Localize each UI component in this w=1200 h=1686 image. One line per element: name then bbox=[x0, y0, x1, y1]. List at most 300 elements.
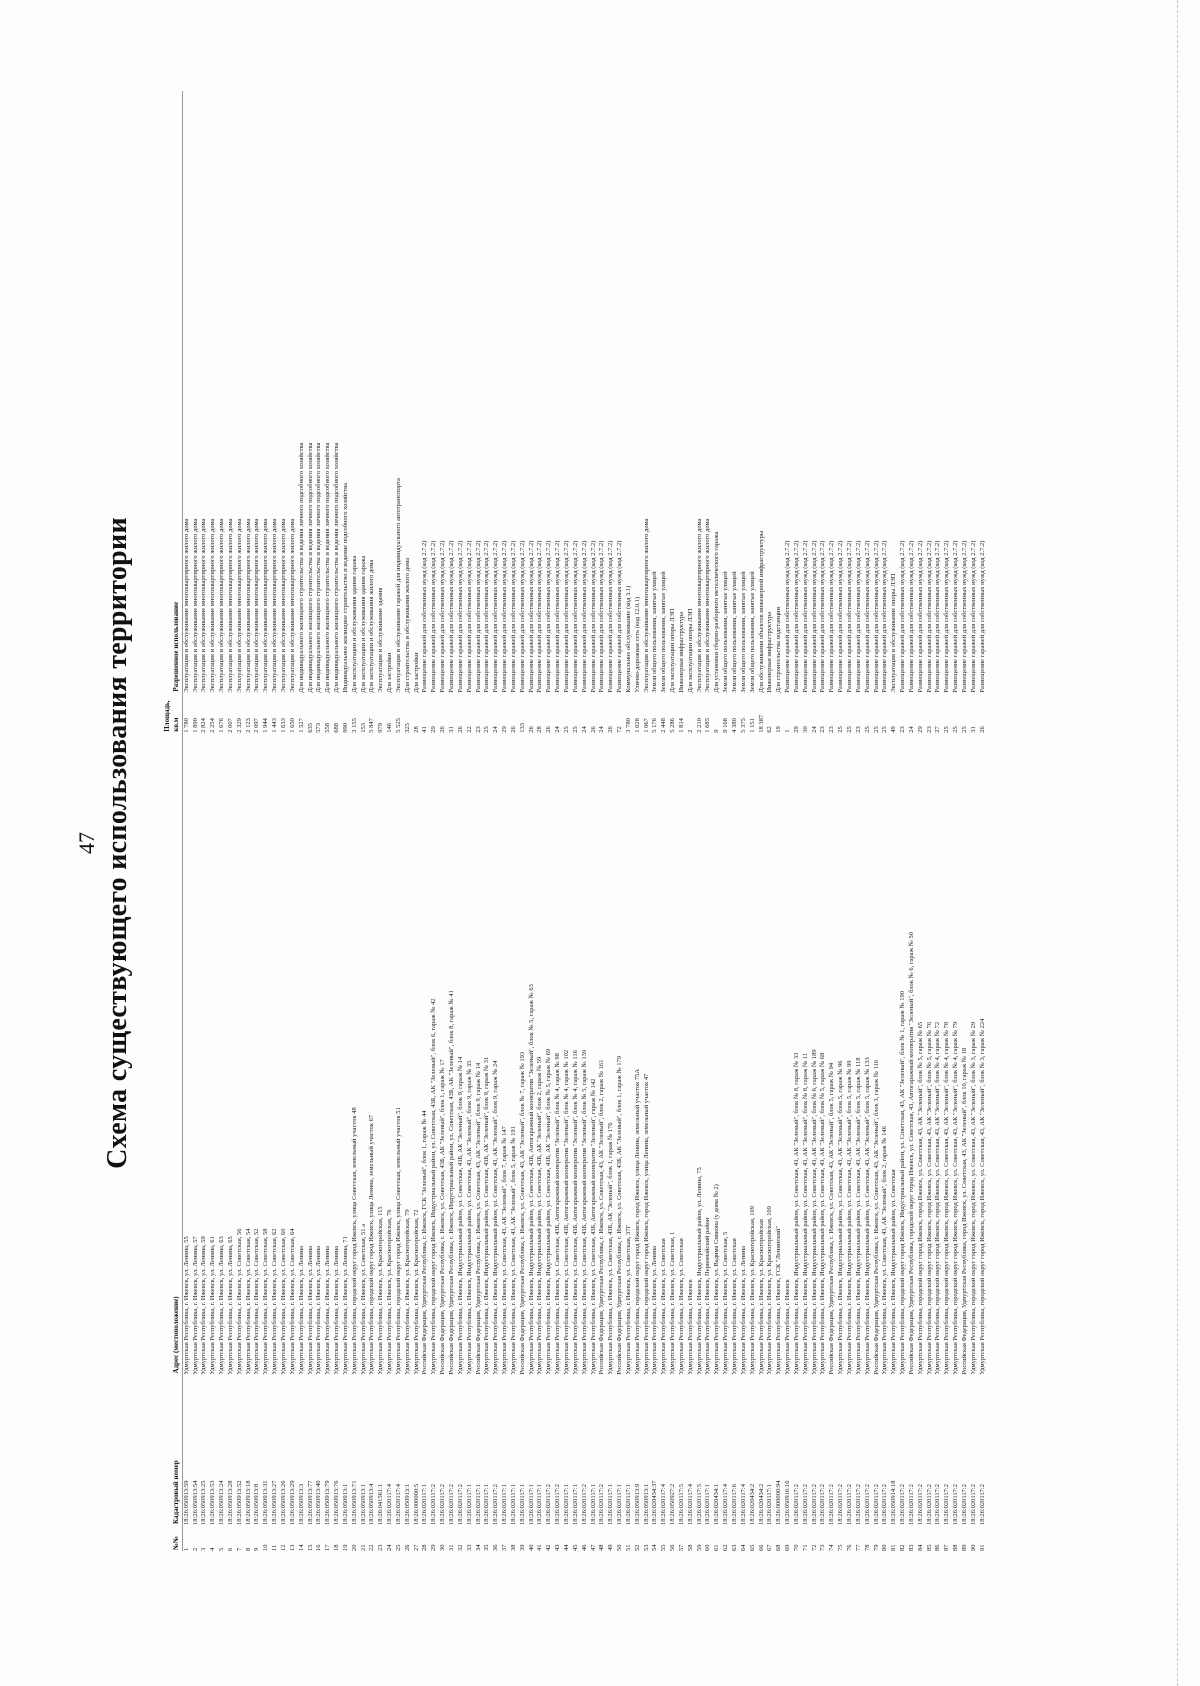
address: Удмуртская Республика, г. Ижевск, ул. Советская, 62 bbox=[271, 1228, 279, 1375]
area: 26 bbox=[545, 726, 553, 733]
permitted-use: Размещение гаражей для собственных нужд (код 2.7.2) bbox=[607, 540, 615, 693]
row-num: 82 bbox=[899, 1544, 907, 1551]
area: 24 bbox=[554, 726, 562, 733]
table-row bbox=[899, 91, 908, 1551]
address: Удмуртская Республика, г. Ижевск, ул. Советская, 43, АК "Зеленый", блок 7, гараж № 147 bbox=[501, 1126, 509, 1375]
row-num: 49 bbox=[607, 1544, 615, 1551]
area: 558 bbox=[324, 723, 332, 733]
row-num: 85 bbox=[925, 1544, 933, 1551]
row-num: 63 bbox=[731, 1544, 738, 1551]
permitted-use: Эксплуатация и обслуживание многоквартирного жилого дома bbox=[226, 518, 234, 693]
address: Удмуртская Республика, г. Ижевск, ул. Ленина, 63 bbox=[218, 1236, 226, 1375]
cadastral-number: 18:26:020117:2 bbox=[819, 1484, 827, 1525]
table-row bbox=[722, 91, 731, 1551]
table-row bbox=[660, 91, 669, 1551]
area: 1 443 bbox=[271, 718, 279, 733]
row-num: 37 bbox=[501, 1544, 509, 1551]
area: 29 bbox=[916, 726, 924, 733]
address: Удмуртская Республика, г. Ижевск, ул. Советская, 1 bbox=[669, 1231, 677, 1375]
permitted-use: Размещение гаражей для собственных нужд (код 2.7.2) bbox=[589, 540, 597, 693]
area: 25 bbox=[960, 726, 968, 733]
address: Удмуртская Республика, г. Ижевск, Индустриальный район, ул. Советская, 43, АК "Зеленый", блок 5, гараж № 99 bbox=[845, 1060, 853, 1375]
address: Удмуртская Республика, г. Ижевск, ул. Ленина bbox=[315, 1245, 323, 1375]
cadastral-number: 18:26:020117:2 bbox=[934, 1484, 942, 1525]
cadastral-number: 18:26:020117:5 bbox=[677, 1484, 685, 1525]
address: Удмуртская Республика, г. Ижевск, Индустриальный район, ул. Советская bbox=[890, 1169, 898, 1375]
address: Удмуртская Республика, г. Ижевск, ул. Советская, 58 bbox=[262, 1228, 270, 1375]
cadastral-number: 18:26:020117:2 bbox=[960, 1484, 968, 1525]
area: 5 176 bbox=[651, 718, 659, 733]
cadastral-number: 18:26:050913:8 bbox=[253, 1483, 261, 1525]
permitted-use: Размещение гаражей для собственных нужд (код 2.7.2) bbox=[899, 540, 907, 693]
row-num: 52 bbox=[633, 1544, 641, 1551]
row-num: 72 bbox=[810, 1544, 818, 1551]
permitted-use: Для застройки bbox=[386, 652, 394, 693]
address: Удмуртская Республика, г. Ижевск, Индустриальный район, ул. Ленина, 75 bbox=[695, 1167, 703, 1375]
permitted-use: Размещение гаражей для собственных нужд (код 2.7.2) bbox=[545, 540, 553, 693]
area: 2 007 bbox=[226, 718, 234, 733]
row-num: 60 bbox=[704, 1544, 712, 1551]
address: Удмуртская Республика, г. Ижевск, Индустриальный район, ул. Советская, 43Б, Автогаражный кооператив "Зеленый", блок № 5, гараж № 63 bbox=[527, 984, 535, 1375]
address: Удмуртская Республика, городской округ город Ижевск, улица Советская, земельный участок 51 bbox=[394, 1107, 402, 1375]
table-row bbox=[678, 91, 687, 1551]
page-title: Схема существующего использования территории bbox=[102, 517, 133, 1169]
permitted-use: Земли общего пользования, занятые улицей bbox=[660, 571, 668, 693]
area: 2 329 bbox=[235, 718, 243, 733]
address: Удмуртская Республика, городской округ город Ижевск, город Ижевск, ул. Советская, 43, АК "Зеленый", блок № 5, гараж № 76 bbox=[925, 1021, 933, 1375]
table-row bbox=[581, 91, 590, 1551]
area: 1 650 bbox=[288, 718, 296, 733]
permitted-use: Размещение гаражей для собственных нужд (код 2.7.2) bbox=[925, 540, 933, 693]
address: Удмуртская Республика, г. Ижевск, ул. Ленина bbox=[651, 1245, 659, 1375]
table-row bbox=[704, 91, 713, 1551]
row-num: 1 bbox=[182, 1547, 190, 1551]
address: Удмуртская Республика, городской округ город Ижевск, город Ижевск, улица Ленина, земельный участок 47 bbox=[642, 1073, 650, 1375]
table-row bbox=[200, 91, 209, 1551]
area: 4 380 bbox=[731, 718, 738, 733]
cadastral-number: 18:26:020117:5 bbox=[695, 1484, 703, 1525]
address: Удмуртская Республика, городской округ город Ижевск, город Ижевск, ул. Советская, 43, АК "Зеленый", блок № 4, гараж № 79 bbox=[952, 1021, 960, 1375]
permitted-use: Эксплуатация и обслуживание гаражей для индивидуального автотранспорта bbox=[394, 478, 402, 693]
permitted-use: Размещение гаражей для собственных нужд (код 2.7.2) bbox=[801, 540, 809, 693]
row-num: 30 bbox=[439, 1544, 447, 1551]
permitted-use: Эксплуатация и обслуживание многоквартирного жилого дома bbox=[182, 518, 190, 693]
address: Удмуртская Республика, г. Ижевск, ул. Красногеройская bbox=[757, 1219, 765, 1375]
area: 1 814 bbox=[677, 718, 685, 733]
row-num: 35 bbox=[483, 1544, 491, 1551]
row-num: 9 bbox=[253, 1547, 261, 1551]
table-row bbox=[192, 91, 201, 1551]
row-num: 33 bbox=[465, 1544, 473, 1551]
permitted-use: Индивидуальное жилищное строительство и ведение подсобного хозяйства bbox=[341, 482, 349, 693]
area: 23 bbox=[899, 726, 907, 733]
address: Удмуртская Республика, г. Ижевск, ул. Красногеройская, 109 bbox=[766, 1206, 774, 1375]
permitted-use: Размещение гаражей для собственных нужд (код 2.7.2) bbox=[616, 540, 624, 693]
cadastral-number: 18:26:020117:2 bbox=[439, 1484, 447, 1525]
area: 5 847 bbox=[368, 718, 376, 733]
permitted-use: Эксплуатация и обслуживание опоры ЛЭП bbox=[890, 573, 898, 693]
area: 26 bbox=[527, 726, 535, 733]
cadastral-number: 18:26:050913:4 bbox=[368, 1483, 376, 1525]
permitted-use: Эксплуатация и обслуживание многоквартирного жилого дома bbox=[642, 518, 650, 693]
row-num: 75 bbox=[837, 1544, 845, 1551]
permitted-use: Размещение гаражей для собственных нужд (код 2.7.2) bbox=[536, 540, 544, 693]
cadastral-number: 18:26:020117:2 bbox=[899, 1484, 907, 1525]
land-use-table bbox=[162, 91, 987, 1551]
cadastral-number: 18:26:020434:2 bbox=[748, 1483, 756, 1525]
table-row bbox=[926, 91, 935, 1551]
cadastral-number: 18:26:020117:1 bbox=[589, 1484, 597, 1525]
area: 24 bbox=[598, 726, 606, 733]
area: 1 067 bbox=[642, 718, 650, 733]
table-row bbox=[598, 91, 607, 1551]
header-cadastral: Кадастровый номер bbox=[162, 1375, 182, 1525]
permitted-use: Эксплуатация и обслуживание многоквартирного жилого дома bbox=[704, 518, 712, 693]
cadastral-number: 18:26:020117:2 bbox=[978, 1484, 986, 1525]
area: 2 254 bbox=[209, 718, 217, 733]
permitted-use: Размещение гаражей для собственных нужд (код 2.7.2) bbox=[792, 540, 800, 693]
table-row bbox=[934, 91, 943, 1551]
table-row bbox=[713, 91, 722, 1551]
cadastral-number: 18:26:050913:77 bbox=[306, 1480, 314, 1525]
permitted-use: Для установки сборно-разборного металлического гаража bbox=[713, 531, 721, 693]
address: Удмуртская Республика, г. Ижевск, ул. Ленина, 57 bbox=[191, 1236, 199, 1375]
table-row bbox=[837, 91, 846, 1551]
address: Удмуртская Республика, г. Ижевск, ул. Советская bbox=[731, 1238, 738, 1375]
permitted-use: Размещение гаражей для собственных нужд (код 2.7.2) bbox=[854, 540, 862, 693]
address: Удмуртская Республика, г. Ижевск bbox=[686, 1279, 694, 1375]
address: Удмуртская Республика, г. Ижевск, ул. Советская, 51 а bbox=[359, 1224, 367, 1375]
cadastral-number: 18:26:020117:1 bbox=[607, 1484, 615, 1525]
cadastral-number: 18:26:050913:1 bbox=[359, 1483, 367, 1525]
table-row bbox=[554, 91, 563, 1551]
address: Удмуртская Республика, г. Ижевск, Индустриальный район, ул. Советская, 43, АК "Зеленый", блок № 8, гараж № 33 bbox=[792, 1052, 800, 1375]
permitted-use: Для индивидуального жилищного строительства и ведения личного подсобного хозяйства bbox=[324, 442, 332, 693]
table-row bbox=[881, 91, 890, 1551]
area: 26 bbox=[607, 726, 615, 733]
cadastral-number: 18:26:020117:1 bbox=[518, 1484, 526, 1525]
cadastral-number: 18:26:020117:1 bbox=[483, 1484, 491, 1525]
cadastral-number: 18:26:020117:2 bbox=[872, 1484, 880, 1525]
row-num: 59 bbox=[695, 1544, 703, 1551]
cadastral-number: 18:26:020117:2 bbox=[801, 1484, 809, 1525]
permitted-use: Размещение гаражей для собственных нужд (код 2.7.2) bbox=[456, 540, 464, 693]
cadastral-number: 18:26:050913:26 bbox=[279, 1480, 287, 1525]
address: Удмуртская Республика, городской округ город Ижевск, Индустриальный район, ул. Советская, 43Б, АК "Зеленый", блок 6, гараж № 42 bbox=[430, 998, 438, 1375]
table-row bbox=[227, 91, 236, 1551]
table-row bbox=[784, 91, 793, 1551]
row-num: 8 bbox=[244, 1547, 252, 1551]
address: Удмуртская Республика, г. Ижевск, ул. Советская, 54 bbox=[244, 1228, 252, 1375]
area: 25 bbox=[881, 726, 889, 733]
table-row bbox=[510, 91, 519, 1551]
row-num: 62 bbox=[722, 1544, 730, 1551]
table-row bbox=[545, 91, 554, 1551]
area: 62 bbox=[766, 726, 774, 733]
address: Удмуртская Республика, г. Ижевск, ул. Ленина, 55 bbox=[182, 1236, 190, 1375]
area: 26 bbox=[439, 726, 447, 733]
table-row bbox=[271, 91, 280, 1551]
row-num: 24 bbox=[386, 1544, 394, 1551]
row-num: 28 bbox=[421, 1544, 429, 1551]
table-row bbox=[430, 91, 439, 1551]
permitted-use: Земли общего пользования, занятые улицей bbox=[651, 571, 659, 693]
table-row bbox=[802, 91, 811, 1551]
permitted-use: Размещение гаражей для собственных нужд (код 2.7.2) bbox=[943, 540, 951, 693]
area: 26 bbox=[978, 726, 986, 733]
area: 1 527 bbox=[297, 718, 305, 733]
area: 25 bbox=[483, 726, 491, 733]
row-num: 2 bbox=[191, 1547, 199, 1551]
row-num: 25 bbox=[394, 1544, 402, 1551]
cadastral-number: 18:26:050914:18 bbox=[890, 1480, 898, 1525]
cadastral-number: 18:26:020117:2 bbox=[881, 1484, 889, 1525]
address: Российская Федерация, Удмуртская Республика, г. Ижевск, ул. Советская, 43Б, АК "Зеленый", блок 1, гараж № 17 bbox=[439, 1059, 447, 1375]
row-num: 15 bbox=[306, 1544, 314, 1551]
table-row bbox=[439, 91, 448, 1551]
row-num: 10 bbox=[262, 1544, 270, 1551]
area: 25 bbox=[845, 726, 853, 733]
cadastral-number: 18:26:020117:6 bbox=[731, 1484, 738, 1525]
cadastral-number: 18:26:020117:2 bbox=[863, 1484, 871, 1525]
address: Удмуртская Республика, г. Ижевск, ул. Советская, 60 bbox=[279, 1228, 287, 1375]
row-num: 71 bbox=[801, 1544, 809, 1551]
table-row bbox=[625, 91, 634, 1551]
table-row bbox=[793, 91, 802, 1551]
address: Удмуртская Республика, г. Ижевск, ул. Ленина, 61 bbox=[209, 1236, 217, 1375]
address: Удмуртская Республика, г. Ижевск, Индустриальный район, ул. Советская, 43, АК "Зеленый", блок № 5, гараж № 68 bbox=[819, 1052, 827, 1375]
table-row bbox=[475, 91, 484, 1551]
area: 26 bbox=[456, 726, 464, 733]
cadastral-number: 18:26:020117:2 bbox=[492, 1484, 500, 1525]
area: 41 bbox=[421, 726, 429, 733]
cadastral-number: 18:26:050913:31 bbox=[262, 1480, 270, 1525]
area: 2 bbox=[686, 729, 694, 733]
address: Удмуртская Республика, г. Ижевск, Индустриальный район, ул. Советская, 43, АК "Зеленый", блок 9, гараж № 35 bbox=[465, 1060, 473, 1375]
area: 26 bbox=[589, 726, 597, 733]
permitted-use: Для застройки bbox=[412, 652, 420, 693]
permitted-use: Размещение гаражей для собственных нужд (код 2.7.2) bbox=[810, 540, 818, 693]
table-row bbox=[740, 91, 749, 1551]
permitted-use: Размещение гаражей для собственных нужд (код 2.7.2) bbox=[881, 540, 889, 693]
address: Удмуртская Республика, г. Ижевск, ул. Советская, 52 bbox=[253, 1228, 261, 1375]
table-row bbox=[528, 91, 537, 1551]
row-num: 65 bbox=[748, 1544, 756, 1551]
rotated-sheet bbox=[70, 73, 1130, 1613]
table-row bbox=[890, 91, 899, 1551]
area: 24 bbox=[907, 726, 915, 733]
permitted-use: Размещение гаражей для собственных нужд (код 2.7.2) bbox=[969, 540, 977, 693]
address: Удмуртская Республика, г. Ижевск, Индустриальный район, ул. Советская, 43, АК "Зеленый", блок 9, гараж № 24 bbox=[492, 1060, 500, 1375]
table-row bbox=[280, 91, 289, 1551]
cadastral-number: 18:26:050913:59 bbox=[182, 1480, 190, 1525]
cadastral-number: 18:26:050913:76 bbox=[333, 1480, 341, 1525]
area: 133 bbox=[518, 723, 526, 733]
area: 19 bbox=[775, 726, 783, 733]
row-num: 50 bbox=[616, 1544, 624, 1551]
row-num: 89 bbox=[960, 1544, 968, 1551]
permitted-use: Земли общего пользования, занятые улицей bbox=[722, 571, 730, 693]
permitted-use: Размещение гаражей для собственных нужд (код 2.7.2) bbox=[474, 540, 482, 693]
address: Удмуртская Республика, г. Ижевск, ул. Ленина bbox=[739, 1245, 747, 1375]
address: Российская Федерация, Удмуртская Республика, г. Ижевск, Индустриальный район, ул. Советская, 43Б, АК "Зеленый", блок 8, гараж № 41 bbox=[448, 990, 455, 1375]
permitted-use: Эксплуатация и обслуживание многоквартирного жилого дома bbox=[288, 518, 296, 693]
address: Удмуртская Республика, городской округ город Ижевск, город Ижевск, ул. Советская, 43, АК "Зеленый", блок № 3, гараж № 29 bbox=[969, 1021, 977, 1375]
area: 1 944 bbox=[262, 718, 270, 733]
permitted-use: Размещение гаражей для собственных нужд (код 2.7.2) bbox=[465, 540, 473, 693]
area: 5 375 bbox=[739, 718, 747, 733]
area: 1 676 bbox=[218, 718, 226, 733]
table-row bbox=[811, 91, 820, 1551]
cadastral-number: 18:26:020117:1 bbox=[501, 1484, 509, 1525]
address: Удмуртская Республика, г. Ижевск, ул. Ленина bbox=[333, 1245, 341, 1375]
cadastral-number: 18:26:020117:1 bbox=[562, 1484, 570, 1525]
table-row bbox=[324, 91, 333, 1551]
row-num: 76 bbox=[845, 1544, 853, 1551]
address: Удмуртская Республика, г. Ижевск, ул. Советская, 43, АК "Зеленый", блок 5, гараж № 191 bbox=[509, 1126, 517, 1375]
row-num: 26 bbox=[403, 1544, 411, 1551]
address: Удмуртская Республика, г. Ижевск, ул. Советская, 37Г bbox=[624, 1224, 632, 1375]
cadastral-number: 18:26:020117:2 bbox=[554, 1484, 562, 1525]
table-row bbox=[333, 91, 342, 1551]
permitted-use: Размещение гаражей для собственных нужд (код 2.7.2) bbox=[916, 540, 924, 693]
row-num: 11 bbox=[271, 1544, 279, 1551]
permitted-use: Для индивидуального жилищного строительства и ведения личного подсобного хозяйства bbox=[306, 442, 314, 693]
area: 23 bbox=[854, 726, 862, 733]
address: Удмуртская Республика, г. Ижевск, ул. Советская, 56 bbox=[235, 1228, 243, 1375]
address: Удмуртская Республика, г. Ижевск, Индустриальный район, ул. Советская, 43, АК "Зеленый", блок 5, гараж № 96 bbox=[837, 1060, 845, 1375]
table-row bbox=[307, 91, 316, 1551]
table-row bbox=[536, 91, 545, 1551]
row-num: 74 bbox=[828, 1544, 836, 1551]
address: Удмуртская Республика, г. Ижевск, ул. Советская, 43Б, Автогаражный кооператив "Зеленый", блок № 4, гараж № 116 bbox=[571, 1050, 579, 1375]
area: 2 123 bbox=[244, 718, 252, 733]
permitted-use: Размещение гаражей для собственных нужд (код 2.7.2) bbox=[907, 540, 915, 693]
area: 990 bbox=[341, 723, 349, 733]
table-row bbox=[457, 91, 466, 1551]
table-row bbox=[501, 91, 510, 1551]
permitted-use: Эксплуатация и обслуживание многоквартирного жилого дома bbox=[235, 518, 243, 693]
row-num: 16 bbox=[315, 1544, 323, 1551]
cadastral-number: 18:26:050913:71 bbox=[350, 1480, 358, 1525]
address: Удмуртская Республика, г. Ижевск, ул. Советская, 43Б, Автогаражный кооператив "Зеленый", блок № 4, гараж № 102 bbox=[562, 1049, 570, 1375]
permitted-use: Эксплуатация и обслуживание здания bbox=[377, 587, 385, 693]
permitted-use: Эксплуатация и обслуживание многоквартирного жилого дома bbox=[209, 518, 217, 693]
cadastral-number: 18:26:050913:9 bbox=[633, 1483, 641, 1525]
row-num: 14 bbox=[297, 1544, 305, 1551]
permitted-use: Для эксплуатации опоры ЛЭП bbox=[669, 608, 677, 693]
row-num: 90 bbox=[969, 1544, 977, 1551]
area: 28 bbox=[536, 726, 544, 733]
permitted-use: Эксплуатация и обслуживание многоквартирного жилого дома bbox=[271, 518, 279, 693]
cadastral-number: 18:26:020434:37 bbox=[651, 1480, 659, 1525]
permitted-use: Размещение гаражей для собственных нужд (код 2.7.2) bbox=[492, 540, 500, 693]
permitted-use: Коммунальное обслуживание (код 3.1) bbox=[624, 585, 632, 693]
address: Удмуртская Республика, г. Ижевск, ул. Советская, 64 bbox=[288, 1228, 296, 1375]
row-num: 48 bbox=[598, 1544, 606, 1551]
permitted-use: Размещение гаражей для собственных нужд (код 2.7.2) bbox=[430, 540, 438, 693]
row-num: 43 bbox=[554, 1544, 562, 1551]
address: Удмуртская Республика, г. Ижевск, ул. Ленина, 65 bbox=[226, 1236, 234, 1375]
area: 28 bbox=[412, 726, 420, 733]
permitted-use: Размещение гаражей для собственных нужд (код 2.7.2) bbox=[421, 540, 429, 693]
permitted-use: Размещение гаражей для собственных нужд (код 2.7.2) bbox=[784, 540, 792, 693]
address: Удмуртская Республика, г. Ижевск, ГСК "Ленинский" bbox=[775, 1226, 783, 1375]
row-num: 45 bbox=[571, 1544, 579, 1551]
cadastral-number: 18:26:050913:79 bbox=[324, 1480, 332, 1525]
cadastral-number: 18:26:020117:2 bbox=[448, 1484, 455, 1525]
permitted-use: Земли общего пользования, занятые улицей bbox=[739, 571, 747, 693]
permitted-use: Для эксплуатации и обслуживания здания гаража bbox=[359, 555, 367, 693]
table-row bbox=[749, 91, 758, 1551]
table-row bbox=[492, 91, 501, 1551]
table-row bbox=[395, 91, 404, 1551]
permitted-use: Размещение гаражей для собственных нужд (код 2.7.2) bbox=[952, 540, 960, 693]
table-row bbox=[572, 91, 581, 1551]
table-row bbox=[643, 91, 652, 1551]
address: Российская Федерация, Удмуртская Республика, г. Ижевск, ул. Советская, 43, АК "Зеленый", блок 9, гараж № 14 bbox=[474, 1062, 482, 1375]
cadastral-number: 18:26:020117:4 bbox=[386, 1484, 394, 1525]
permitted-use: Эксплуатация и обслуживание многоквартирного жилого дома bbox=[191, 518, 199, 693]
permitted-use: Эксплуатация и обслуживание многоквартирного жилого дома bbox=[244, 518, 252, 693]
address: Удмуртская Республика, г. Ижевск, Индустриальный район, ул. Советская, 43Б, АК "Зеленый", блок 9, гараж № 31 bbox=[483, 1056, 491, 1375]
row-num: 54 bbox=[651, 1544, 659, 1551]
area: 30 bbox=[801, 726, 809, 733]
area: 3 155 bbox=[350, 718, 358, 733]
address: Удмуртская Республика, г. Ижевск, ул. Ленина bbox=[306, 1245, 314, 1375]
table-row bbox=[855, 91, 864, 1551]
row-num: 91 bbox=[978, 1544, 986, 1551]
cadastral-number: 18:26:020117:2 bbox=[943, 1484, 951, 1525]
area: 23 bbox=[474, 726, 482, 733]
row-num: 46 bbox=[580, 1544, 588, 1551]
permitted-use: Размещение гаражей для собственных нужд (код 2.7.2) bbox=[819, 540, 827, 693]
cadastral-number: 18:26:020117:1 bbox=[616, 1484, 624, 1525]
address: Удмуртская Республика, г. Ижевск, ул. Советская bbox=[660, 1238, 668, 1375]
permitted-use: Эксплуатация и обслуживание многоквартирного жилого дома bbox=[200, 518, 208, 693]
row-num: 31 bbox=[448, 1544, 455, 1551]
permitted-use: Размещение гаражей для собственных нужд (код 2.7.2) bbox=[509, 540, 517, 693]
table-row bbox=[979, 91, 988, 1551]
cadastral-number: 18:26:050913:40 bbox=[315, 1480, 323, 1525]
address: Российская Федерация, Удмуртская Республика, г. Ижевск, ГСК "Зеленый", блок 1, гараж № 44 bbox=[421, 1110, 429, 1375]
table-row bbox=[404, 91, 413, 1551]
row-num: 51 bbox=[624, 1544, 632, 1551]
area: 31 bbox=[448, 726, 455, 733]
permitted-use: Размещение гаражей для собственных нужд (код 2.7.2) bbox=[518, 540, 526, 693]
table-header-row bbox=[162, 91, 182, 1551]
permitted-use: Для индивидуального жилищного строительства и ведения личного подсобного хозяйства bbox=[315, 442, 323, 693]
address: Удмуртская Республика, городской округ город Ижевск, улица Ленина, земельный участок 67 bbox=[368, 1114, 376, 1375]
permitted-use: Для строительства подстанции bbox=[775, 606, 783, 693]
table-row bbox=[289, 91, 298, 1551]
cadastral-number: 18:26:050913:53 bbox=[209, 1480, 217, 1525]
cadastral-number: 18:26:020117:1 bbox=[465, 1484, 473, 1525]
address: Удмуртская Республика, г. Ижевск, ул. Красногеройская, 76 bbox=[386, 1209, 394, 1375]
table-row bbox=[590, 91, 599, 1551]
permitted-use: Инженерная инфраструктура bbox=[677, 611, 685, 693]
row-num: 34 bbox=[474, 1544, 482, 1551]
cadastral-number: 18:26:020117:1 bbox=[766, 1484, 774, 1525]
area: 2 210 bbox=[695, 718, 703, 733]
cadastral-number: 18:26:020117:2 bbox=[916, 1484, 924, 1525]
area: 49 bbox=[890, 726, 898, 733]
address: Удмуртская Республика, г. Ижевск, ул. Советская, 5 bbox=[722, 1231, 730, 1375]
area: 72 bbox=[616, 726, 624, 733]
cadastral-number: 18:26:020117:1 bbox=[421, 1484, 429, 1525]
cadastral-number: 18:26:050913:52 bbox=[235, 1480, 243, 1525]
row-num: 7 bbox=[235, 1547, 243, 1551]
